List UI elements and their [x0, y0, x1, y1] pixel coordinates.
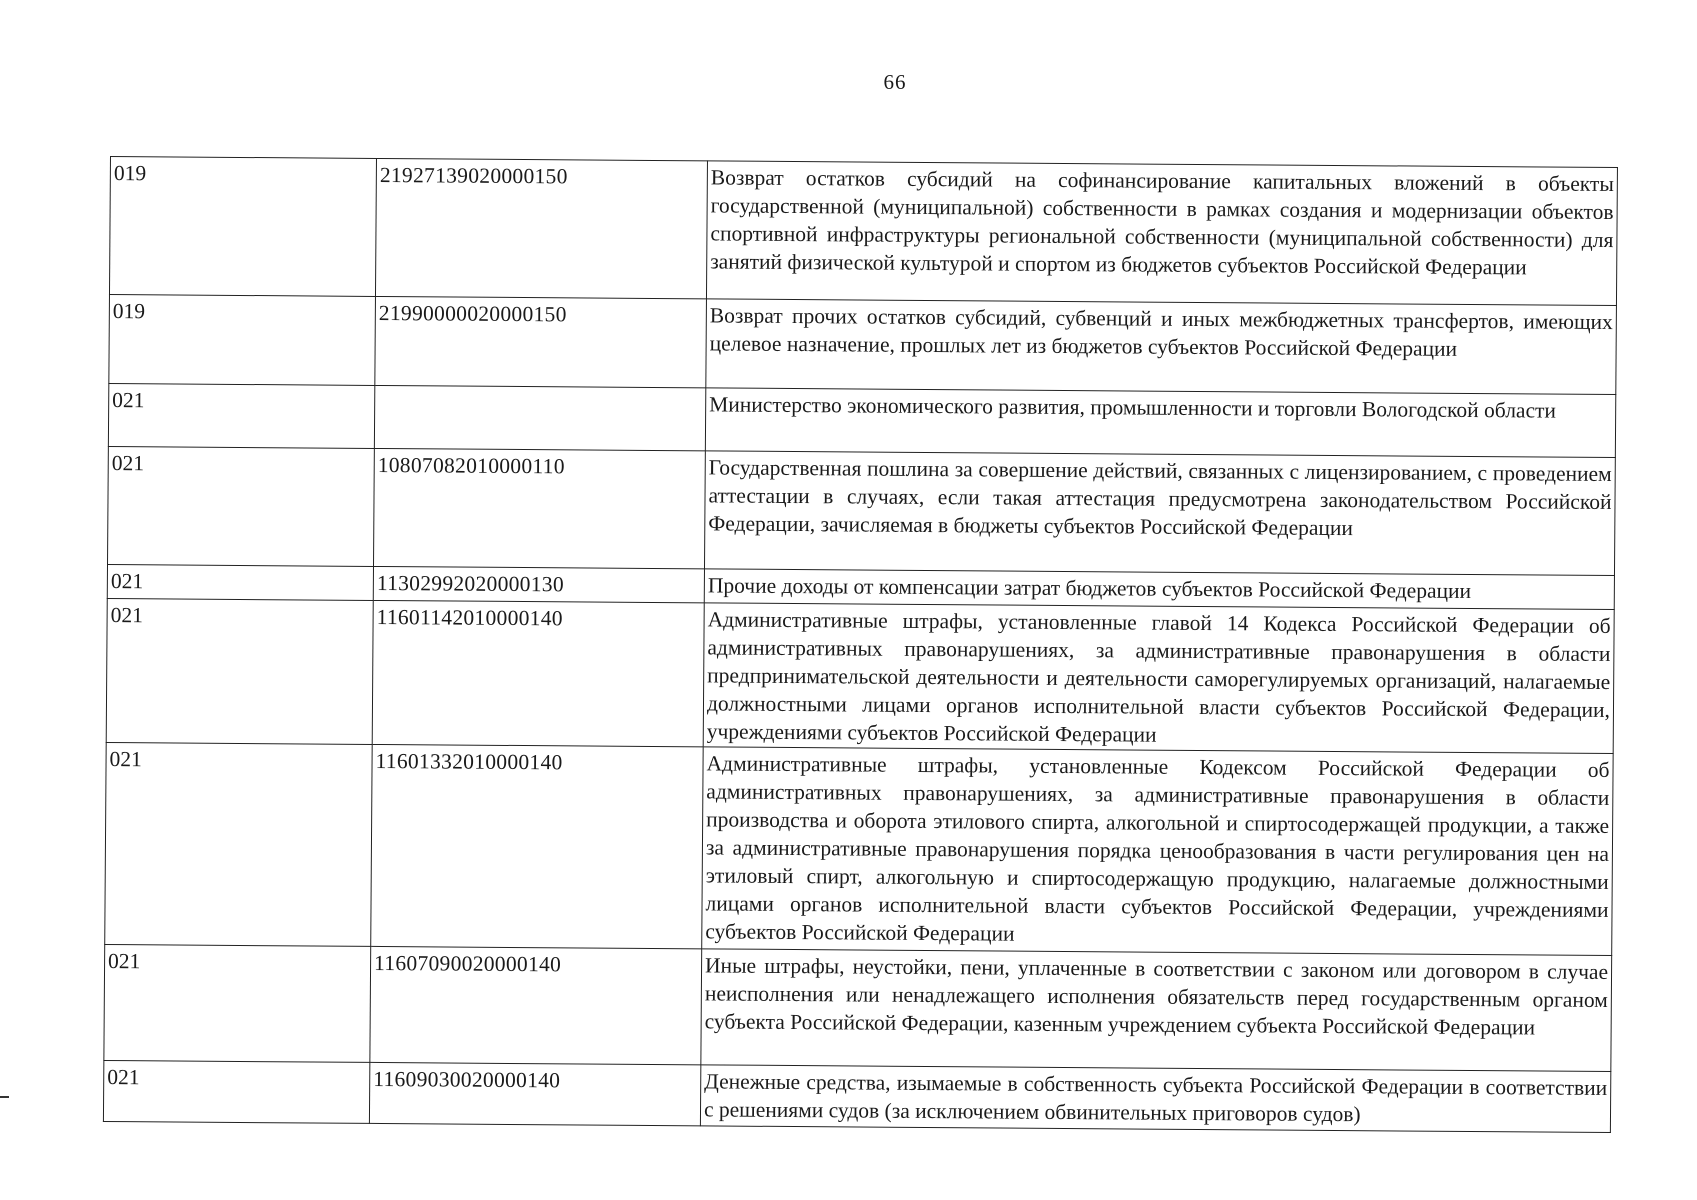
- kbk-code-cell: 10807082010000110: [373, 448, 705, 568]
- kbk-code-cell: 21927139020000150: [375, 158, 707, 298]
- description-cell: Прочие доходы от компенсации затрат бюджетов субъектов Российской Федерации: [704, 569, 1614, 610]
- description-cell: Государственная пошлина за совершение действий, связанных с лицензированием, с проведением аттестации в случаях, если такая аттестация предусмотрена законодательством Российской Федерации, зачисляемая в бюджеты субъектов Российской Федерации: [704, 451, 1615, 576]
- admin-code-cell: 021: [103, 1060, 369, 1123]
- kbk-code-cell: 11607090020000140: [370, 946, 702, 1064]
- description-cell: Административные штрафы, установленные главой 14 Кодекса Российской Федерации об административных правонарушениях, за административные правонарушения в области предпринимательской деятельности и деятельности саморегулируемых организаций, налагаемые должностными лицами органов исполнительной власти субъектов Российской Федерации, учреждениями субъектов Российской Федерации: [703, 603, 1614, 754]
- admin-code-cell: 021: [105, 742, 372, 946]
- table-row: [106, 598, 1614, 753]
- description-cell: Возврат остатков субсидий на софинансирование капитальных вложений в объекты государственной (муниципальной) собственности в рамках создания и модернизации объектов спортивной инфраструктуры региональной собственности (муниципальной собственности) для занятий физической культурой и спортом из бюджетов субъектов Российской Федерации: [706, 161, 1617, 306]
- admin-code-cell: 021: [108, 383, 374, 448]
- table-row: [109, 157, 1617, 306]
- kbk-code-cell: 11601142010000140: [372, 600, 704, 746]
- kbk-code-cell: 11601332010000140: [371, 744, 703, 948]
- admin-code-cell: 021: [107, 564, 373, 600]
- admin-code-cell: 021: [106, 598, 373, 744]
- description-cell: Иные штрафы, неустойки, пени, уплаченные в соответствии с законом или договором в случае неисполнения или ненадлежащего исполнения обязательств перед государственным органом субъекта Российской Федерации, казенным учреждением субъекта Российской Федерации: [701, 949, 1612, 1072]
- table-row: [109, 294, 1617, 394]
- kbk-code-cell: [374, 385, 705, 450]
- table-row: [103, 1060, 1610, 1132]
- description-cell: Министерство экономического развития, промышленности и торговли Вологодской области: [705, 388, 1615, 458]
- table-row: [108, 383, 1615, 457]
- admin-code-cell: 021: [108, 446, 375, 566]
- kbk-code-cell: 11609030020000140: [369, 1062, 700, 1125]
- scan-edge-mark: [0, 1096, 9, 1098]
- table-row: [108, 446, 1616, 575]
- description-cell: Денежные средства, изымаемые в собственность субъекта Российской Федерации в соответствии с решениями судов (за исключением обвинительных приговоров судов): [700, 1065, 1610, 1133]
- revenue-codes-table: [103, 156, 1618, 1133]
- admin-code-cell: 019: [109, 294, 376, 385]
- kbk-code-cell: 21990000020000150: [375, 296, 707, 387]
- table-row: [104, 944, 1612, 1071]
- admin-code-cell: 021: [104, 944, 371, 1062]
- description-cell: Возврат прочих остатков субсидий, субвенций и иных межбюджетных трансфертов, имеющих целевое назначение, прошлых лет из бюджетов субъектов Российской Федерации: [706, 299, 1617, 395]
- page-number: 66: [883, 70, 907, 94]
- table-row: [105, 742, 1613, 955]
- description-cell: Административные штрафы, установленные Кодексом Российской Федерации об административных правонарушениях, за административные правонарушения в области производства и оборота этилового спирта, алкогольной и спиртосодержащей продукции, а также за административные правонарушения порядка ценообразования в части регулирования цен на этиловый спирт, алкогольную и спиртосодержащую продукцию, налагаемые должностными лицами органов исполнительной власти субъектов Российской Федерации, учреждениями субъектов Российской Федерации: [702, 747, 1613, 956]
- admin-code-cell: 019: [109, 157, 376, 297]
- kbk-code-cell: 11302992020000130: [373, 566, 704, 602]
